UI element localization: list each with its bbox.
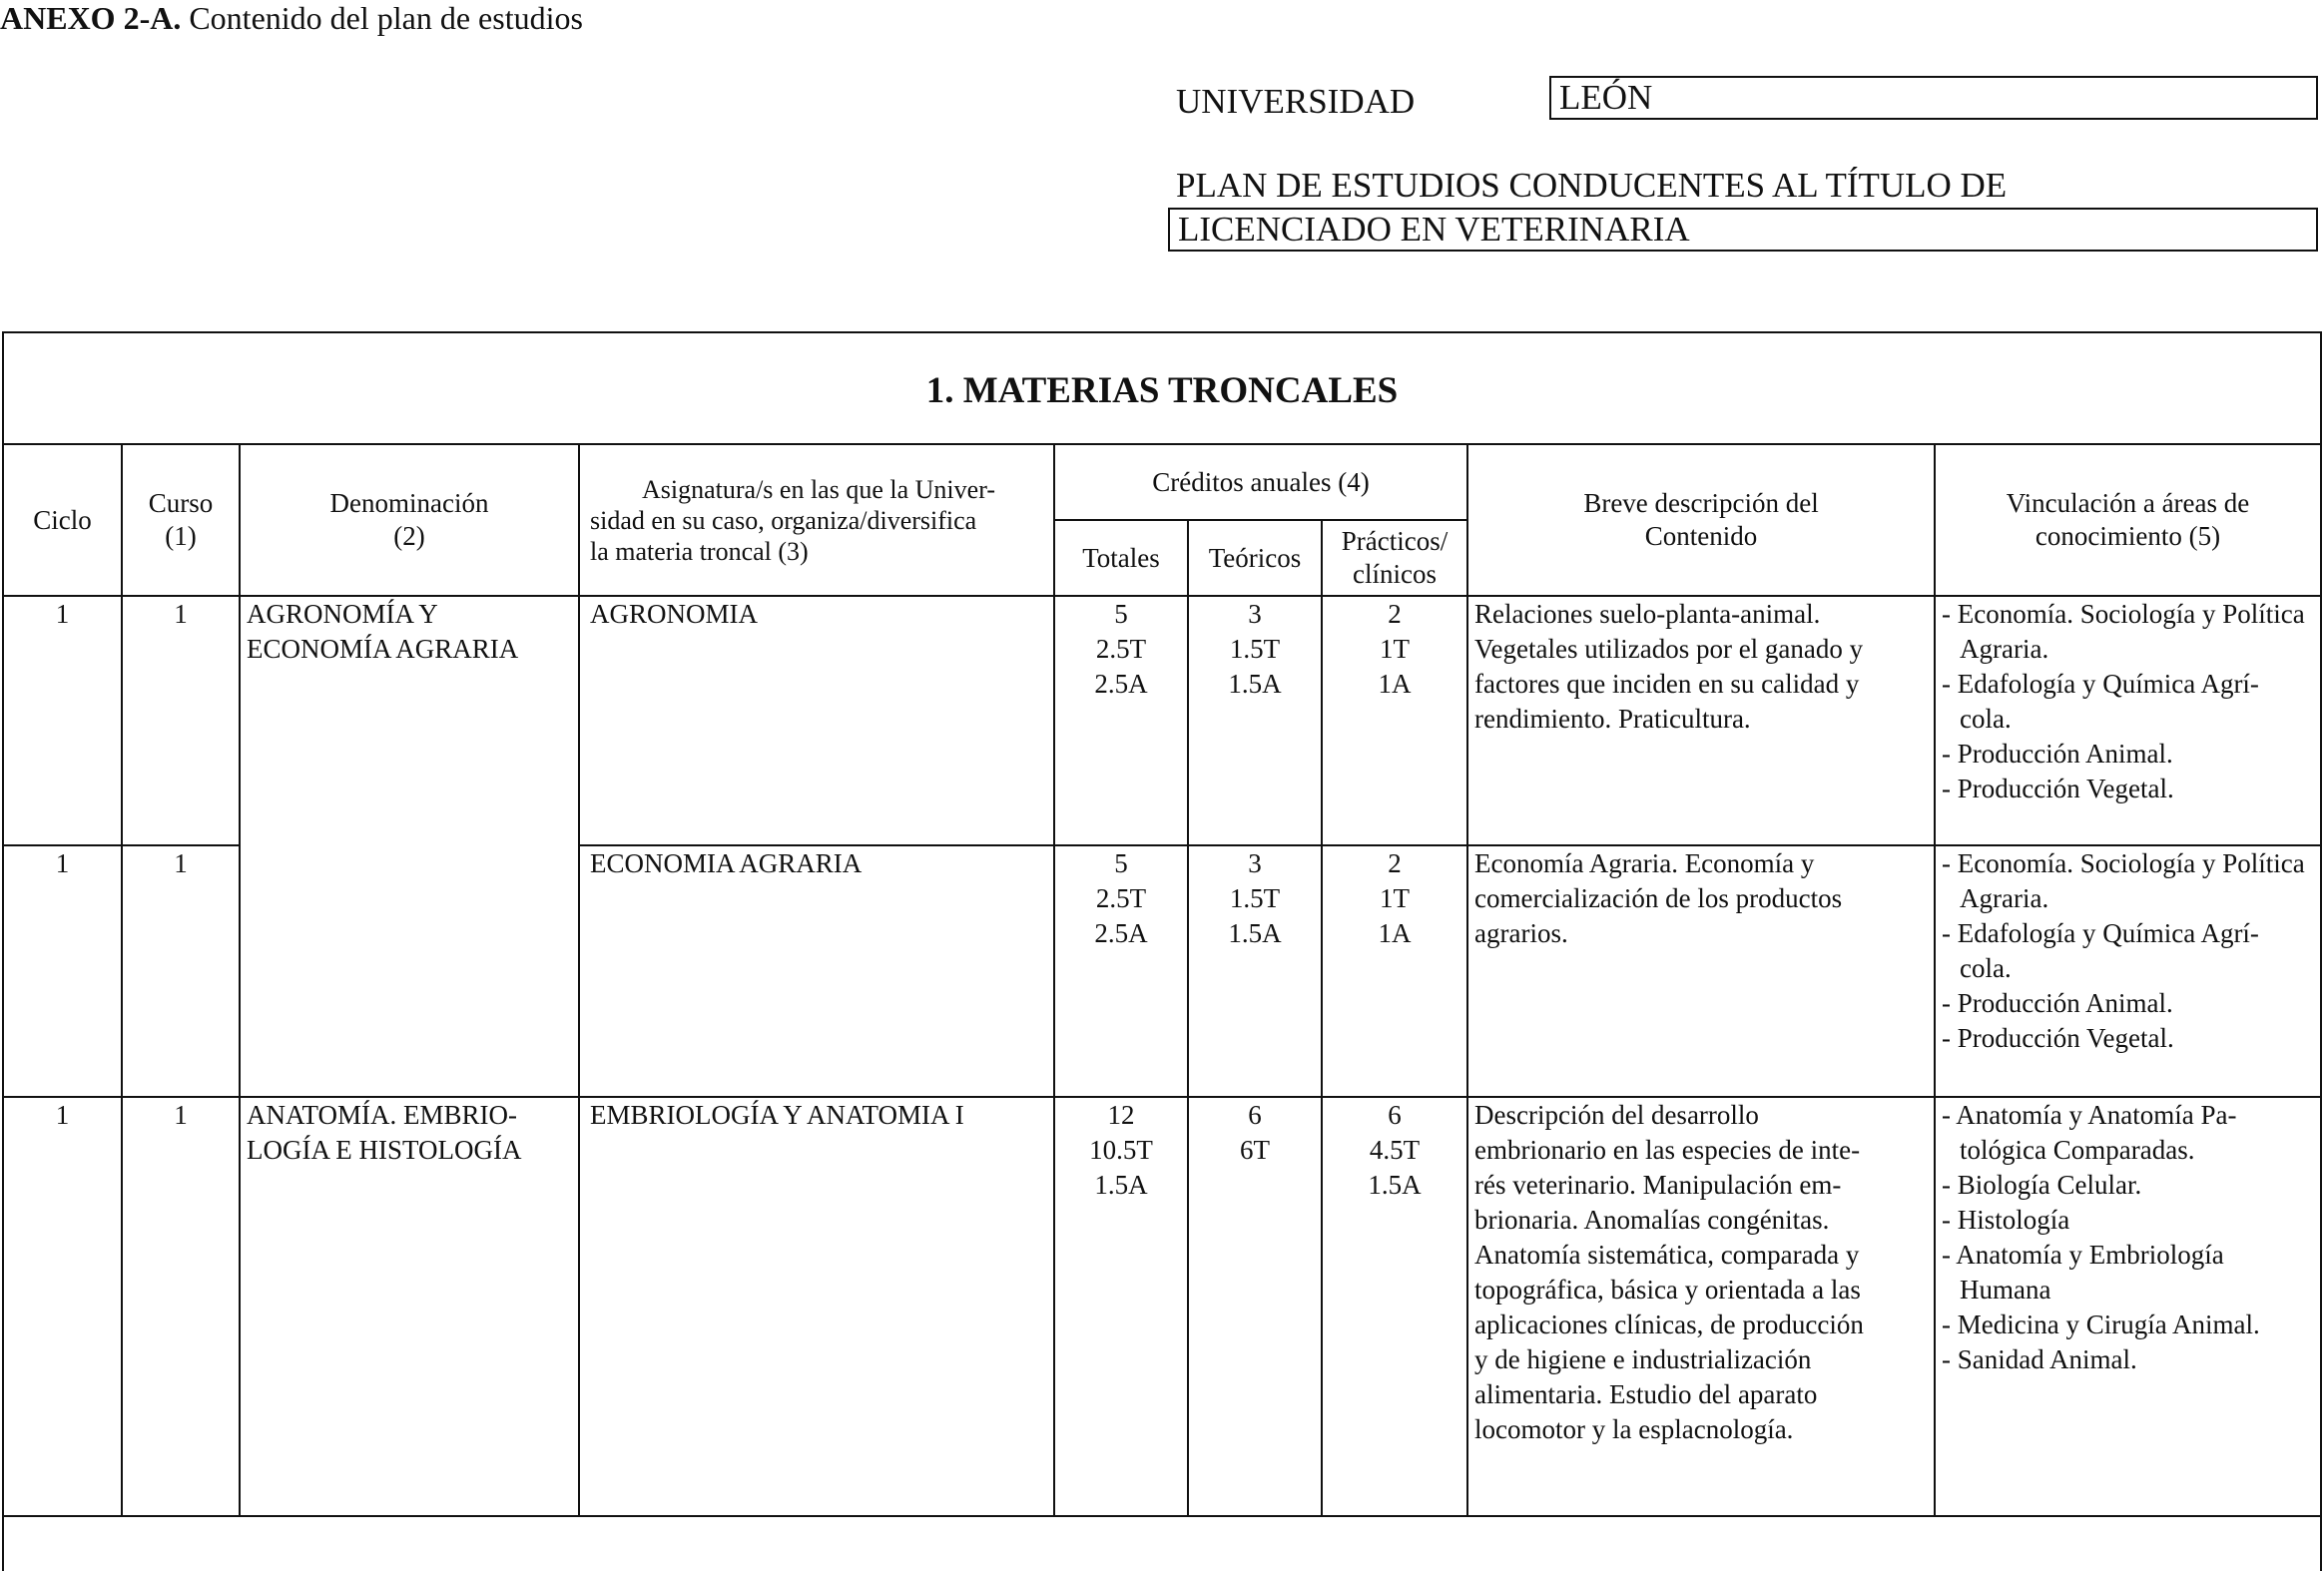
totales-value: 5 [1114, 848, 1128, 878]
descripcion-line: rés veterinario. Manipulación em- [1474, 1170, 1842, 1200]
totales-value: 5 [1114, 599, 1128, 629]
practicos-value: 4.5T [1369, 1135, 1421, 1165]
col-header-denominacion-line1: Denominación [329, 488, 489, 518]
practicos-value: 1A [1378, 918, 1412, 948]
practicos-value: 1T [1380, 634, 1410, 664]
teoricos-value: 1.5A [1228, 669, 1282, 699]
teoricos-value: 1.5T [1229, 883, 1281, 913]
practicos-value: 2 [1388, 848, 1402, 878]
cell-totales [1054, 1097, 1188, 1516]
col-header-vinculacion-line1: Vinculación a áreas de [2006, 488, 2250, 518]
area-item: - Producción Vegetal. [1942, 1023, 2174, 1053]
practicos-value: 1T [1380, 883, 1410, 913]
descripcion-line: Economía Agraria. Economía y [1474, 848, 1815, 878]
col-header-asignatura [579, 444, 1054, 596]
denominacion-line1: ANATOMÍA. EMBRIO- [247, 1100, 518, 1130]
table-row [4, 596, 2320, 845]
col-header-curso-line2: (1) [165, 521, 197, 551]
materias-table [4, 443, 2320, 1517]
col-header-asignatura-line2: sidad en su caso, organiza/diversifica [590, 505, 977, 535]
area-item: - Anatomía y Embriología Humana [1942, 1240, 2224, 1305]
totales-value: 2.5A [1094, 918, 1148, 948]
area-item: - Producción Animal. [1942, 739, 2173, 769]
col-header-teoricos [1188, 520, 1322, 596]
col-header-practicos [1322, 520, 1467, 596]
cell-teoricos [1188, 1097, 1322, 1516]
cell-curso: 1 [122, 845, 240, 1097]
descripcion-line: Anatomía sistemática, comparada y [1474, 1240, 1860, 1270]
descripcion-line: y de higiene e industrialización [1474, 1344, 1812, 1374]
cell-areas [1935, 845, 2320, 1097]
area-item: - Histología [1942, 1205, 2070, 1235]
cell-ciclo: 1 [4, 596, 122, 845]
area-item: - Anatomía y Anatomía Pa- tológica Comparadas. [1942, 1100, 2237, 1165]
descripcion-line: agrarios. [1474, 918, 1568, 948]
col-header-totales [1054, 520, 1188, 596]
col-header-creditos [1054, 444, 1467, 520]
teoricos-value: 3 [1248, 848, 1262, 878]
degree-title-box: LICENCIADO EN VETERINARIA [1168, 208, 2318, 252]
col-header-asignatura-line1: Asignatura/s en las que la Univer- [642, 474, 995, 504]
descripcion-line: comercialización de los productos [1474, 883, 1843, 913]
practicos-value: 6 [1388, 1100, 1402, 1130]
area-item: - Sanidad Animal. [1942, 1344, 2137, 1374]
cell-asignatura: ECONOMIA AGRARIA [579, 845, 1054, 1097]
cell-practicos [1322, 596, 1467, 845]
area-item: - Economía. Sociología y Política Agraria. [1942, 599, 2305, 664]
cell-ciclo: 1 [4, 845, 122, 1097]
area-item: - Producción Animal. [1942, 988, 2173, 1018]
cell-curso: 1 [122, 596, 240, 845]
cell-totales [1054, 845, 1188, 1097]
denominacion-line2: ECONOMÍA AGRARIA [247, 634, 519, 664]
plan-label: PLAN DE ESTUDIOS CONDUCENTES AL TÍTULO DE [1176, 166, 2008, 205]
denominacion-line1: AGRONOMÍA Y [247, 599, 438, 629]
annex-title-rest: Contenido del plan de estudios [181, 0, 583, 36]
col-header-creditos-text: Créditos anuales (4) [1152, 466, 1370, 497]
descripcion-line: rendimiento. Praticultura. [1474, 704, 1751, 734]
col-header-asignatura-line3: la materia troncal (3) [590, 536, 809, 566]
section-title: 1. MATERIAS TRONCALES [925, 370, 1399, 411]
area-item: - Producción Vegetal. [1942, 774, 2174, 803]
cell-areas [1935, 1097, 2320, 1516]
col-header-descripcion [1467, 444, 1935, 596]
denominacion-line2: LOGÍA E HISTOLOGÍA [247, 1135, 522, 1165]
cell-teoricos [1188, 596, 1322, 845]
descripcion-line: factores que inciden en su calidad y [1474, 669, 1860, 699]
col-header-descripcion-line1: Breve descripción del [1583, 488, 1819, 518]
col-header-denominacion-line2: (2) [393, 521, 425, 551]
col-header-vinculacion [1935, 444, 2320, 596]
totales-value: 1.5A [1094, 1170, 1148, 1200]
col-header-teoricos-text: Teóricos [1208, 542, 1302, 573]
descripcion-line: locomotor y la esplacnología. [1474, 1414, 1794, 1444]
area-item: - Economía. Sociología y Política Agraria. [1942, 848, 2305, 913]
descripcion-line: alimentaria. Estudio del aparato [1474, 1379, 1818, 1409]
descripcion-line: topográfica, básica y orientada a las [1474, 1275, 1861, 1305]
cell-denominacion [240, 596, 579, 1097]
practicos-value: 1.5A [1368, 1170, 1422, 1200]
cell-totales [1054, 596, 1188, 845]
descripcion-line: aplicaciones clínicas, de producción [1474, 1309, 1864, 1339]
col-header-curso-line1: Curso [148, 488, 214, 518]
cell-descripcion [1467, 1097, 1935, 1516]
teoricos-value: 6T [1240, 1135, 1270, 1165]
col-header-ciclo-text: Ciclo [33, 504, 92, 535]
practicos-value: 2 [1388, 599, 1402, 629]
area-item: - Biología Celular. [1942, 1170, 2142, 1200]
descripcion-line: Vegetales utilizados por el ganado y [1474, 634, 1864, 664]
col-header-practicos-line1: Prácticos/ [1341, 526, 1449, 556]
col-header-ciclo [4, 444, 122, 596]
cell-descripcion [1467, 845, 1935, 1097]
totales-value: 10.5T [1089, 1135, 1153, 1165]
area-item: - Medicina y Cirugía Animal. [1942, 1309, 2260, 1339]
cell-practicos [1322, 845, 1467, 1097]
descripcion-line: embrionario en las especies de inte- [1474, 1135, 1861, 1165]
col-header-descripcion-line2: Contenido [1644, 521, 1758, 551]
teoricos-value: 1.5T [1229, 634, 1281, 664]
totales-value: 2.5T [1095, 634, 1147, 664]
col-header-totales-text: Totales [1082, 542, 1160, 573]
descripcion-line: Descripción del desarrollo [1474, 1100, 1759, 1130]
practicos-value: 1A [1378, 669, 1412, 699]
cell-asignatura: EMBRIOLOGÍA Y ANATOMIA I [579, 1097, 1054, 1516]
col-header-practicos-line2: clínicos [1353, 559, 1437, 589]
annex-title [0, 0, 583, 36]
col-header-denominacion [240, 444, 579, 596]
materias-troncales-frame [2, 331, 2322, 1571]
table-row [4, 1097, 2320, 1516]
university-label: UNIVERSIDAD [1176, 82, 1416, 121]
totales-value: 12 [1107, 1100, 1135, 1130]
cell-teoricos [1188, 845, 1322, 1097]
cell-areas [1935, 596, 2320, 845]
col-header-curso [122, 444, 240, 596]
cell-asignatura: AGRONOMIA [579, 596, 1054, 845]
cell-practicos [1322, 1097, 1467, 1516]
teoricos-value: 3 [1248, 599, 1262, 629]
descripcion-line: brionaria. Anomalías congénitas. [1474, 1205, 1830, 1235]
cell-curso: 1 [122, 1097, 240, 1516]
teoricos-value: 1.5A [1228, 918, 1282, 948]
cell-ciclo: 1 [4, 1097, 122, 1516]
cell-descripcion [1467, 596, 1935, 845]
col-header-vinculacion-line2: conocimiento (5) [2034, 521, 2221, 551]
area-item: - Edafología y Química Agrí- cola. [1942, 669, 2259, 734]
descripcion-line: Relaciones suelo-planta-animal. [1474, 599, 1821, 629]
teoricos-value: 6 [1248, 1100, 1262, 1130]
cell-denominacion [240, 1097, 579, 1516]
totales-value: 2.5A [1094, 669, 1148, 699]
annex-title-bold: ANEXO 2-A. [0, 0, 182, 36]
university-value-box: LEÓN [1549, 76, 2318, 120]
area-item: - Edafología y Química Agrí- cola. [1942, 918, 2259, 983]
totales-value: 2.5T [1095, 883, 1147, 913]
